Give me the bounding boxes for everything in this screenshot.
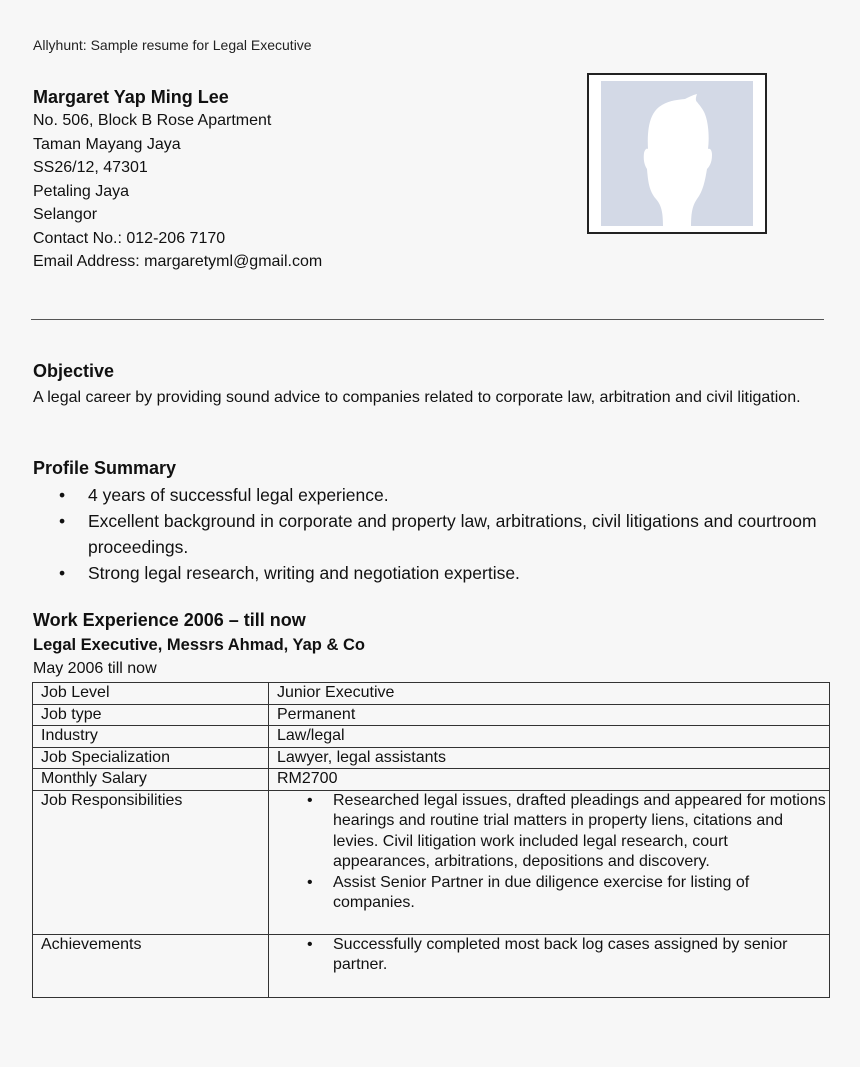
- table-row: [33, 726, 830, 748]
- job-dates: May 2006 till now: [33, 660, 157, 677]
- address-line: No. 506, Block B Rose Apartment: [33, 112, 272, 129]
- table-label: Job Responsibilities: [33, 790, 269, 934]
- work-experience-heading: Work Experience 2006 – till now: [33, 610, 306, 630]
- table-row: [33, 683, 830, 705]
- photo-placeholder: [601, 81, 753, 226]
- list-item: • Successfully completed most back log cases assigned by senior partner.: [277, 935, 829, 976]
- achievements-list: [277, 935, 829, 976]
- person-silhouette-icon: [601, 81, 753, 226]
- list-item: • 4 years of successful legal experience.: [33, 482, 823, 508]
- table-value: Junior Executive: [269, 683, 830, 705]
- address-line: Selangor: [33, 206, 98, 223]
- section-divider: [31, 319, 824, 320]
- profile-summary-heading: Profile Summary: [33, 458, 177, 478]
- job-details-table: [32, 682, 830, 998]
- table-value: RM2700: [269, 769, 830, 791]
- table-row: [33, 747, 830, 769]
- table-row: [33, 934, 830, 997]
- table-row: [33, 704, 830, 726]
- table-row: [33, 769, 830, 791]
- list-item: • Researched legal issues, drafted pleadings and appeared for motions hearings and routine trial matters in property liens, citations and levies. Civil litigation work included legal research, court appearances, arbitrations, depositions and discovery.: [277, 791, 829, 873]
- objective-heading: Objective: [33, 361, 115, 381]
- list-item: • Assist Senior Partner in due diligence exercise for listing of companies.: [277, 873, 829, 914]
- table-label: Industry: [33, 726, 269, 748]
- table-label: Achievements: [33, 934, 269, 997]
- table-label: Job type: [33, 704, 269, 726]
- table-row: [33, 790, 830, 934]
- list-item: • Strong legal research, writing and negotiation expertise.: [33, 560, 823, 586]
- responsibilities-cell: [269, 790, 830, 934]
- table-label: Monthly Salary: [33, 769, 269, 791]
- contact-email: Email Address: margaretyml@gmail.com: [33, 253, 323, 270]
- profile-photo: [587, 73, 767, 234]
- contact-phone: Contact No.: 012-206 7170: [33, 229, 226, 247]
- profile-summary-list: [33, 482, 823, 586]
- table-label: Job Level: [33, 683, 269, 705]
- address-line: Taman Mayang Jaya: [33, 135, 181, 153]
- job-title: Legal Executive, Messrs Ahmad, Yap & Co: [33, 636, 365, 654]
- document-caption: Allyhunt: Sample resume for Legal Executive: [33, 37, 312, 53]
- table-label: Job Specialization: [33, 747, 269, 769]
- table-value: Law/legal: [269, 726, 830, 748]
- address-line: Petaling Jaya: [33, 182, 130, 200]
- objective-text: A legal career by providing sound advice to companies related to corporate law, arbitration and civil litigation.: [33, 389, 801, 406]
- candidate-name: Margaret Yap Ming Lee: [33, 87, 229, 107]
- responsibilities-list: [277, 791, 829, 914]
- list-item: • Excellent background in corporate and property law, arbitrations, civil litigations and courtroom proceedings.: [33, 508, 823, 560]
- achievements-cell: [269, 934, 830, 997]
- table-value: Lawyer, legal assistants: [269, 747, 830, 769]
- table-value: Permanent: [269, 704, 830, 726]
- address-line: SS26/12, 47301: [33, 159, 148, 176]
- contact-block: [33, 85, 322, 274]
